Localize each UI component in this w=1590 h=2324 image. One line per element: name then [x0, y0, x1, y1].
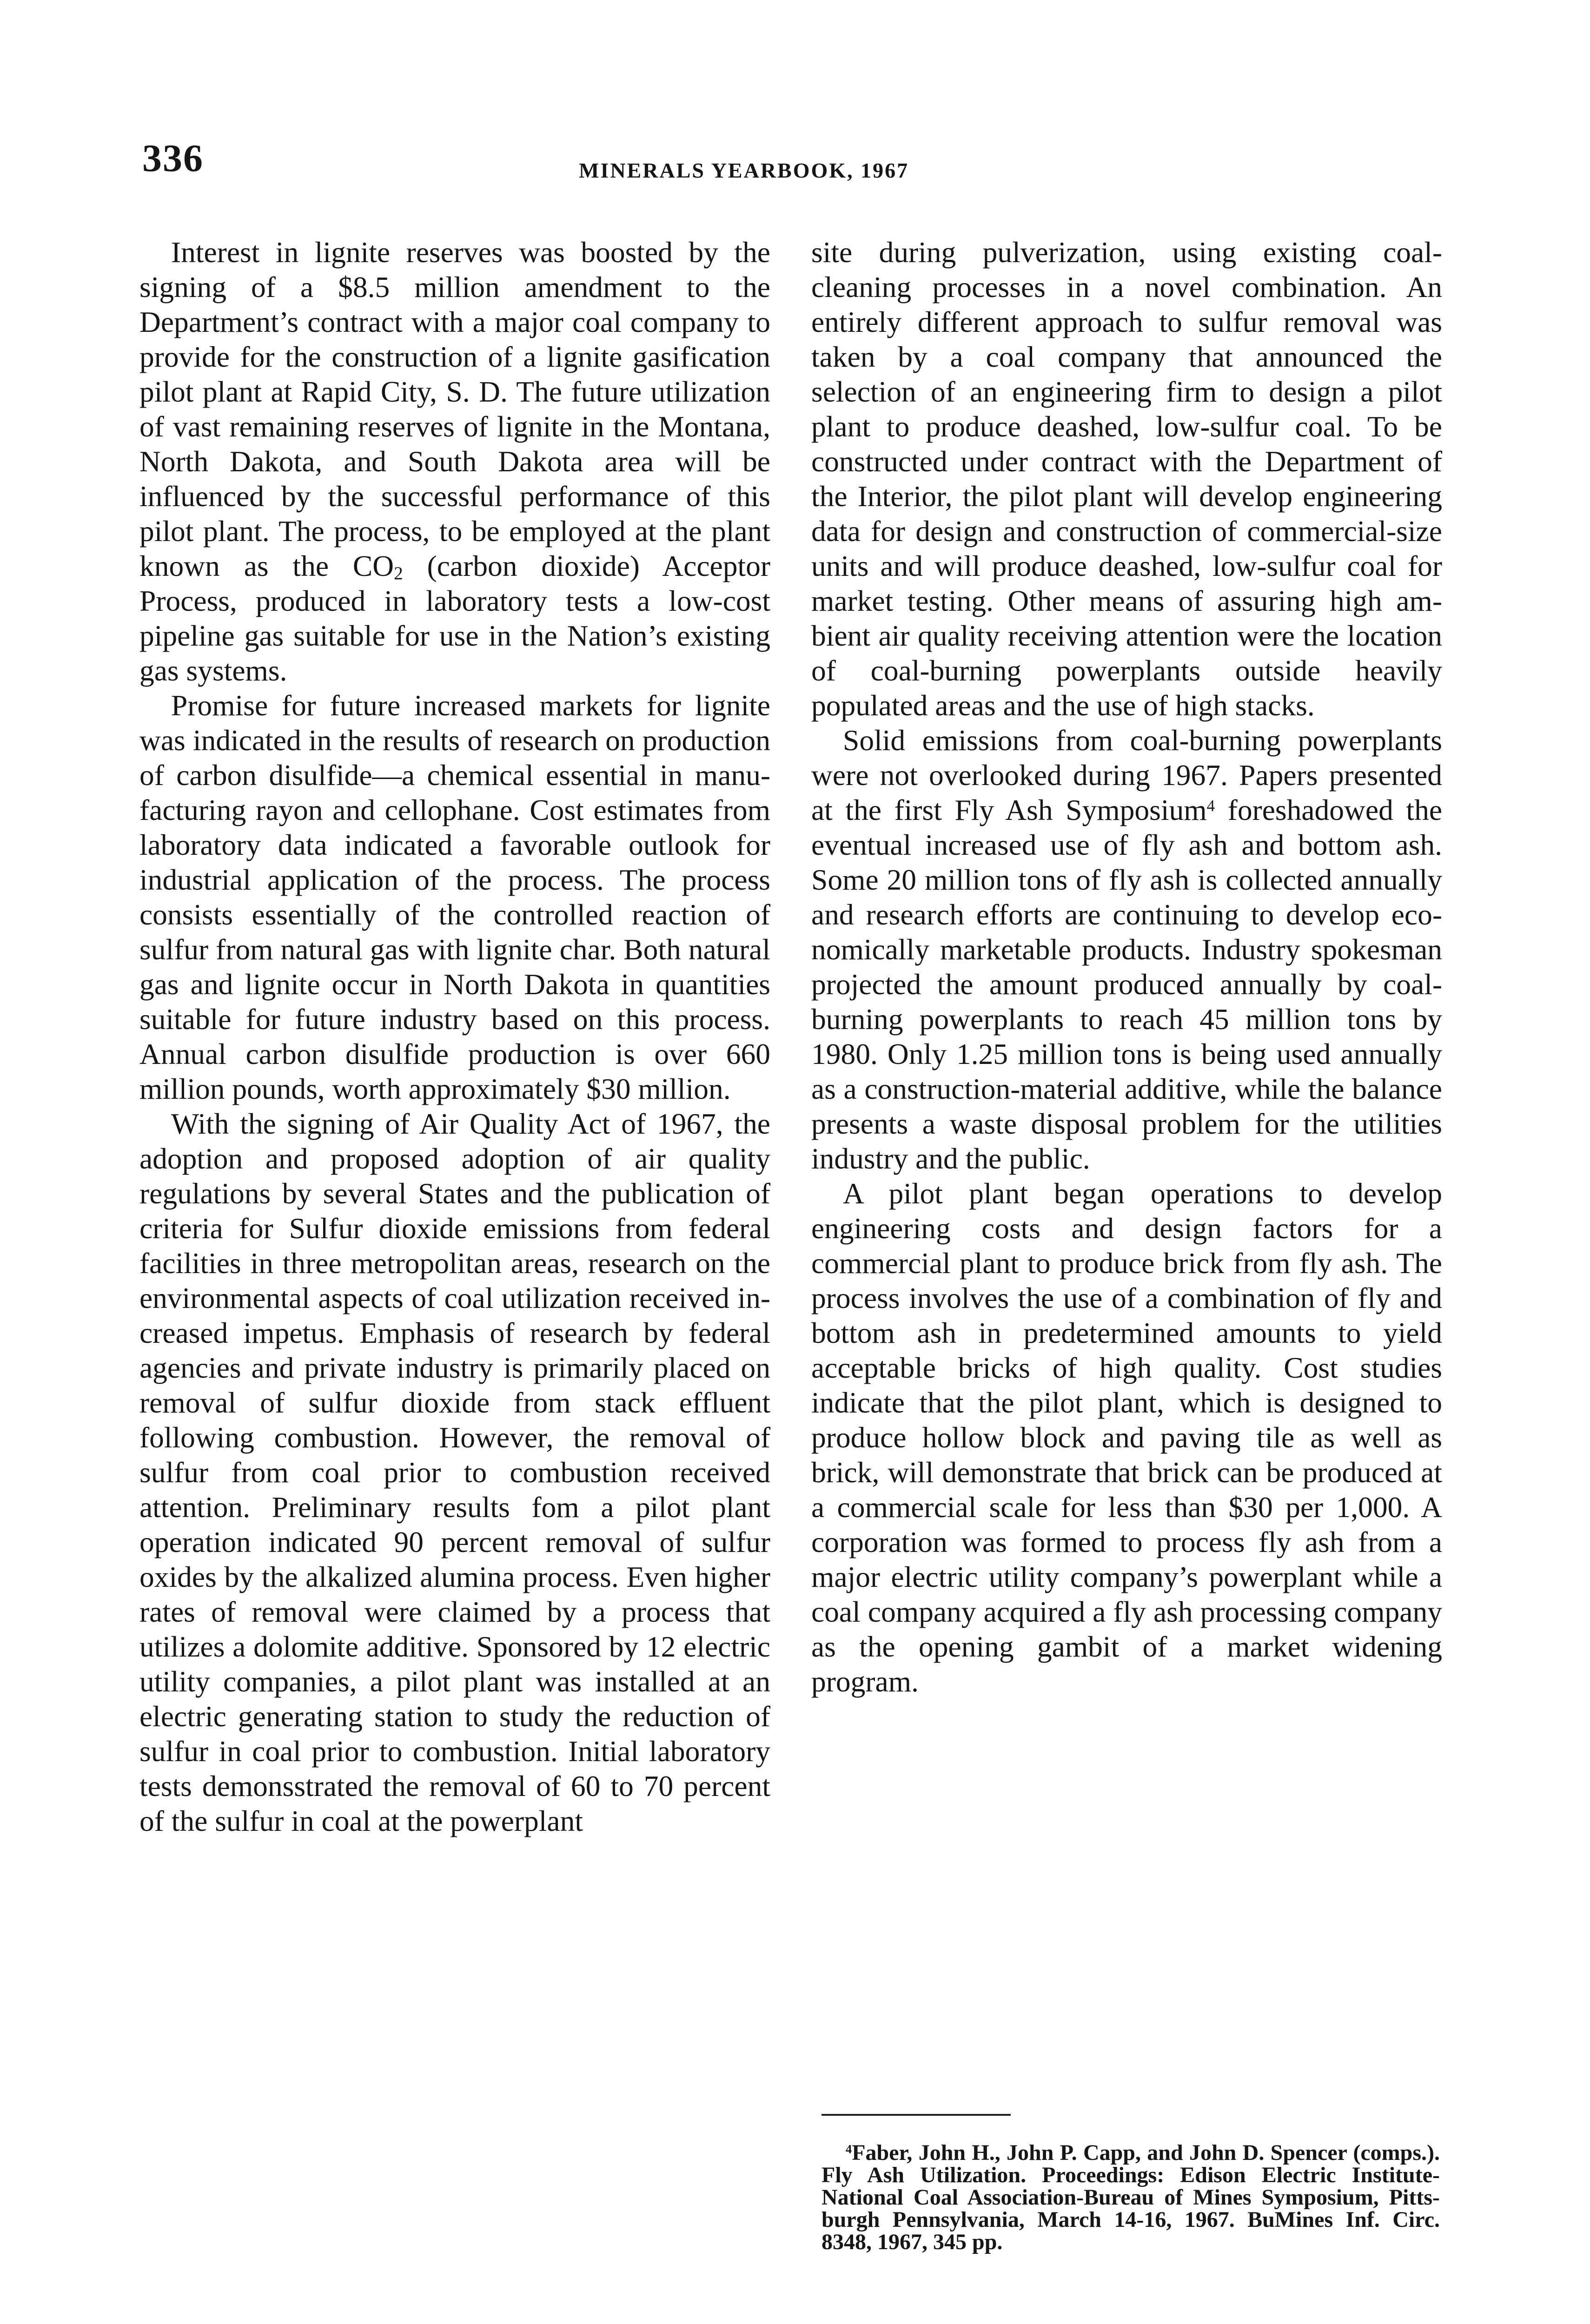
paragraph-lignite-gasification — [139, 235, 770, 688]
paragraph-air-quality: With the signing of Air Quality Act of 1967, the adoption and proposed adoption of air quality regulations by several States and the publication of criteria for Sulfur dioxide emissions from federal facilities in three metropolitan areas, research on the environmental aspects of coal utilization received increased impetus. Emphasis of research by federal agencies and private industry is primarily placed on removal of sulfur dioxide from stack effluent following combustion. However, the removal of sulfur from coal prior to combustion received attention. Preliminary results fom a pilot plant operation indicated 90 percent removal of sulfur oxides by the alkalized alumina process. Even higher rates of removal were claimed by a process that utilizes a dolomite additive. Sponsored by 12 electric utility companies, a pilot plant was installed at an electric generating station to study the reduction of sulfur in coal prior to combustion. Initial laboratory tests demonsstrated the removal of 60 to 70 percent of the sulfur in coal at the powerplant — [139, 1107, 770, 1837]
page-number: 336 — [142, 137, 204, 180]
footnote-marker: 4 — [846, 2142, 852, 2156]
paragraph-sulfur-removal-continued: site during pulverization, using existing coal-cleaning processes in a novel combination. An entirely different approach to sulfur removal was taken by a coal company that announced the selection of an engineering firm to design a pilot plant to produce deashed, low-sulfur coal. To be constructed under contract with the Department of the Interior, the pilot plant will develop engineering data for design and construction of commercial-size units and will produce deashed, low-sulfur coal for market testing. Other means of assuring high ambient air quality receiving attention were the location of coal-burning powerplants outside heavily populated areas and the use of high stacks. — [811, 236, 1442, 722]
paragraph-carbon-disulfide: Promise for future increased markets for lignite was indicated in the results of research on production of carbon disulfide—a chemical essential in manufacturing rayon and cellophane. Cost estimates from laboratory data indicated a favorable outlook for industrial application of the process. The process consists essentially of the controlled reaction of sulfur from natural gas with lignite char. Both natural gas and lignite occur in North Dakota in quantities suitable for future industry based on this process. Annual carbon disulfide production is over 660 million pounds, worth approximately $30 million. — [139, 689, 770, 1105]
paragraph-fly-ash-brick: A pilot plant began operations to develop engineering costs and design factors for a commercial plant to produce brick from fly ash. The process involves the use of a combination of fly and bottom ash in predetermined amounts to yield acceptable bricks of high quality. Cost studies indicate that the pilot plant, which is designed to produce hollow block and paving tile as well as brick, will demonstrate that brick can be produced at a commercial scale for less than $30 per 1,000. A corporation was formed to process fly ash from a major electric utility company’s powerplant while a coal company acquired a fly ash processing company as the opening gambit of a market widening program. — [811, 1177, 1442, 1698]
paragraph-text: (carbon dioxide) Acceptor Process, produced in laboratory tests a low-cost pipeline gas suitable for use in the Nation’s existing gas systems. — [139, 549, 770, 687]
footnote-reference[interactable]: 4 — [1206, 796, 1215, 815]
paragraph-text: Interest in lignite reserves was boosted by the signing of a $8.5 million amendment to the Department’s contract with a major coal company to provide for the construction of a lignite gasification pilot plant at Rapid City, S. D. The future utilization of vast remaining reserves of lignite in the Montana, North Dakota, and South Dakota area will be influenced by the successful performance of this pilot plant. The process, to be employed at the plant known as the CO — [139, 236, 770, 582]
running-title: MINERALS YEARBOOK, 1967 — [579, 158, 909, 182]
subscript: 2 — [394, 563, 403, 584]
footnote — [822, 2142, 1440, 2253]
paragraph-text: Solid emissions from coal-burning powerplants were not overlooked during 1967. Papers presented at the first Fly Ash Symposium — [811, 724, 1442, 826]
right-column — [811, 235, 1442, 1699]
footnote-text: Faber, John H., John P. Capp, and John D. Spencer (comps.). Fly Ash Utilization. Proceedings: Edison Electric Institute-National Coal Association-Bureau of Mines Symposium, Pittsburgh Pennsylvania, March 14-16, 1967. BuMines Inf. Circ. 8348, 1967, 345 pp. — [822, 2140, 1440, 2254]
paragraph-solid-emissions — [811, 723, 1442, 1176]
paragraph-text: foreshadowed the eventual increased use of fly ash and bottom ash. Some 20 million tons of fly ash is collected annually and research efforts are continuing to develop economically marketable products. Industry spokesman projected the amount produced annually by coal-burning powerplants to reach 45 million tons by 1980. Only 1.25 million tons is being used annually as a construction-material additive, while the balance presents a waste disposal problem for the utilities industry and the public. — [811, 793, 1442, 1175]
left-column — [139, 235, 770, 1838]
footnote-divider — [822, 2114, 1011, 2116]
